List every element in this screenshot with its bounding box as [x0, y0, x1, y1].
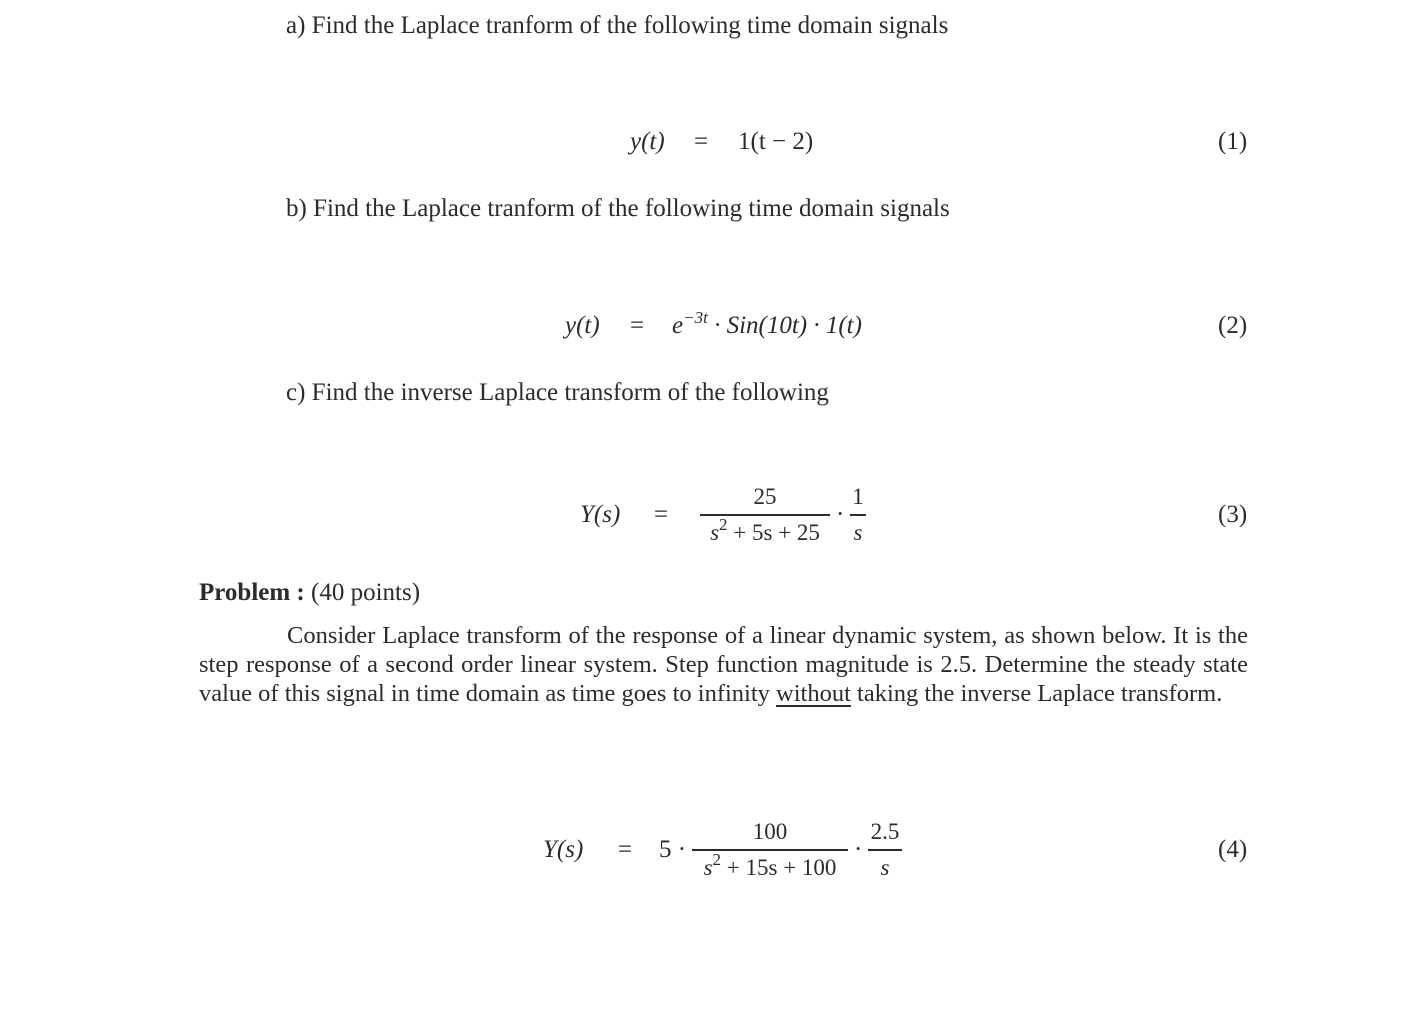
- problem-paragraph: [199, 621, 1248, 708]
- eq1-equals: =: [694, 128, 709, 155]
- eq4-coefficient: 5 ·: [659, 836, 687, 863]
- eq4-equals: =: [618, 836, 633, 863]
- eq3-fraction-2-denominator: s: [853, 519, 863, 545]
- eq3-equals: =: [654, 501, 669, 528]
- problem-text-2: taking the inverse Laplace transform.: [850, 680, 1223, 707]
- eq4-fraction-1-numerator: 100: [752, 819, 788, 844]
- eq3-lhs: Y(s): [580, 501, 621, 528]
- eq2-rhs-base: e: [672, 312, 684, 339]
- eq4-fraction-1: [692, 817, 848, 883]
- eq2-lhs: y(t): [565, 312, 600, 339]
- eq4-fraction-2-denominator: s: [880, 854, 890, 880]
- eq3-fraction-1-denominator: $s^2 + 5s + 25$: [710, 514, 820, 545]
- problem-heading: [199, 578, 420, 608]
- eq1-rhs: 1(t − 2): [738, 128, 814, 155]
- eq2-equals: =: [630, 312, 645, 339]
- eq4-fraction-2-bar: [868, 849, 902, 851]
- eq3-fraction-2-bar: [850, 514, 866, 516]
- problem-points: (40 points): [311, 579, 421, 606]
- eq3-fraction-2: [850, 482, 866, 548]
- eq3-fraction-1-numerator: 25: [753, 484, 777, 509]
- eq4-number: (4): [1218, 836, 1248, 863]
- eq2-rhs-rest: · Sin(10t) · 1(t): [707, 312, 862, 339]
- eq3-number: (3): [1218, 501, 1248, 528]
- eq1-number: (1): [1218, 128, 1248, 155]
- eq3-fraction-2-numerator: 1: [852, 484, 864, 509]
- eq4-fraction-2-numerator: 2.5: [870, 819, 900, 844]
- part-a-prompt: a) Find the Laplace tranform of the following time domain signals: [286, 12, 949, 39]
- part-c-prompt: c) Find the inverse Laplace transform of the following: [286, 379, 829, 406]
- eq4-lhs: Y(s): [543, 836, 584, 863]
- eq2-rhs-exponent: −3t: [683, 308, 708, 327]
- eq3-fraction-1: [700, 482, 830, 548]
- eq2-rhs: [672, 308, 862, 341]
- eq4-fraction-2: [868, 817, 902, 883]
- eq3-dot: ·: [836, 501, 845, 528]
- problem-text-1: Consider Laplace transform of the response of a linear dynamic system, as shown below. It is the step response of a second order linear system. Step function magnitude is 2.5. Determine the steady state value of this signal in time domain as time goes to infinity: [199, 622, 1248, 707]
- eq2-number: (2): [1218, 312, 1248, 339]
- problem-text-underlined: without: [776, 680, 851, 707]
- eq4-dot: ·: [854, 836, 863, 863]
- part-b-prompt: b) Find the Laplace tranform of the following time domain signals: [286, 195, 950, 222]
- eq4-fraction-1-denominator: $s^2 + 15s + 100$: [703, 849, 837, 880]
- problem-label: Problem :: [199, 579, 305, 606]
- eq1-lhs: y(t): [630, 128, 665, 155]
